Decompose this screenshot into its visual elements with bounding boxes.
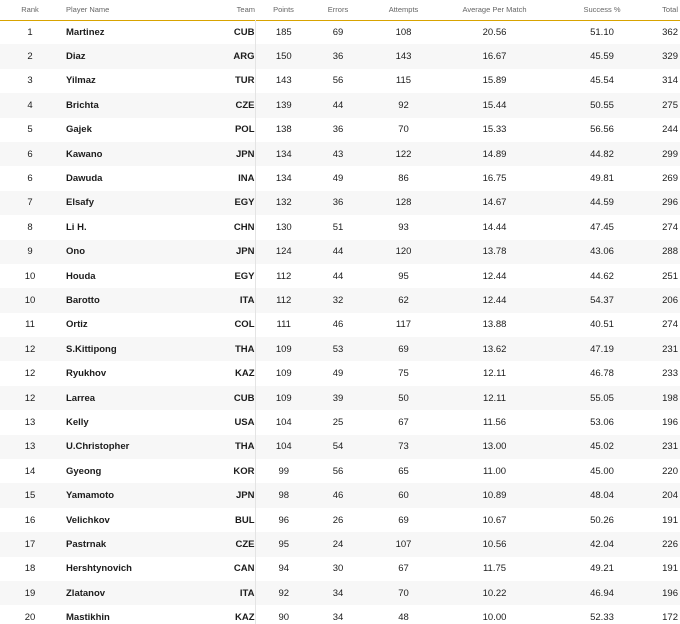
header-average-per-match[interactable]: Average Per Match xyxy=(462,5,527,15)
cell-total: 233 xyxy=(662,368,678,380)
cell-success-percent: 48.04 xyxy=(590,490,614,502)
cell-team: JPN xyxy=(236,148,255,160)
cell-player-name: Gajek xyxy=(66,124,92,136)
cell-rank: 7 xyxy=(27,197,33,209)
cell-average-per-match: 14.44 xyxy=(482,221,507,233)
cell-errors: 24 xyxy=(332,538,344,550)
table-row[interactable] xyxy=(0,557,680,581)
cell-player-name: Yilmaz xyxy=(66,75,96,87)
cell-total: 172 xyxy=(662,612,678,624)
cell-errors: 53 xyxy=(332,343,344,355)
cell-success-percent: 56.56 xyxy=(590,124,614,136)
cell-average-per-match: 12.11 xyxy=(482,392,507,404)
cell-errors: 32 xyxy=(332,294,344,306)
cell-team: CAN xyxy=(233,563,255,575)
cell-team: KOR xyxy=(233,465,255,477)
cell-errors: 46 xyxy=(332,319,344,331)
cell-total: 196 xyxy=(662,416,678,428)
cell-average-per-match: 11.75 xyxy=(482,563,507,575)
cell-points: 99 xyxy=(255,459,312,483)
cell-attempts: 117 xyxy=(395,319,412,331)
cell-team: CZE xyxy=(235,99,255,111)
cell-attempts: 67 xyxy=(398,563,409,575)
cell-attempts: 92 xyxy=(398,99,409,111)
cell-team: CZE xyxy=(235,538,255,550)
cell-team: BUL xyxy=(234,514,255,526)
cell-points: 109 xyxy=(255,386,312,410)
cell-total: 191 xyxy=(662,563,678,575)
cell-total: 274 xyxy=(662,221,678,233)
cell-rank: 12 xyxy=(24,368,36,380)
table-row[interactable] xyxy=(0,313,680,337)
cell-average-per-match: 12.44 xyxy=(482,294,507,306)
cell-success-percent: 47.45 xyxy=(590,221,614,233)
cell-player-name: Elsafy xyxy=(66,197,94,209)
cell-team: CUB xyxy=(233,26,255,38)
cell-points: 98 xyxy=(255,483,312,507)
cell-points: 139 xyxy=(255,93,312,117)
cell-player-name: U.Christopher xyxy=(66,441,130,453)
cell-player-name: Velichkov xyxy=(66,514,110,526)
cell-success-percent: 44.82 xyxy=(590,148,614,160)
cell-attempts: 120 xyxy=(395,246,412,258)
cell-rank: 9 xyxy=(27,246,33,258)
cell-player-name: Zlatanov xyxy=(66,587,106,599)
cell-total: 314 xyxy=(662,75,678,87)
cell-total: 296 xyxy=(662,197,678,209)
cell-rank: 14 xyxy=(24,465,36,477)
cell-rank: 11 xyxy=(25,319,35,331)
table-row[interactable] xyxy=(0,20,680,44)
cell-average-per-match: 15.44 xyxy=(482,99,507,111)
cell-errors: 43 xyxy=(332,148,344,160)
table-row[interactable] xyxy=(0,240,680,264)
cell-success-percent: 50.55 xyxy=(590,99,614,111)
cell-errors: 39 xyxy=(332,392,344,404)
cell-rank: 1 xyxy=(27,26,33,38)
cell-average-per-match: 15.89 xyxy=(482,75,507,87)
cell-average-per-match: 14.67 xyxy=(482,197,507,209)
cell-points: 109 xyxy=(255,361,312,385)
cell-team: USA xyxy=(234,416,255,428)
cell-rank: 12 xyxy=(24,392,36,404)
cell-average-per-match: 10.56 xyxy=(482,538,507,550)
cell-errors: 36 xyxy=(332,51,344,63)
cell-total: 269 xyxy=(662,173,678,185)
table-row[interactable] xyxy=(0,191,680,215)
cell-attempts: 73 xyxy=(398,441,409,453)
cell-team: JPN xyxy=(236,246,255,258)
header-points[interactable]: Points xyxy=(273,5,294,15)
cell-points: 94 xyxy=(255,557,312,581)
cell-player-name: Gyeong xyxy=(66,465,102,477)
cell-player-name: Larrea xyxy=(66,392,96,404)
cell-team: POL xyxy=(234,124,255,136)
cell-attempts: 75 xyxy=(398,368,409,380)
cell-team: CUB xyxy=(233,392,255,404)
cell-rank: 15 xyxy=(24,490,36,502)
cell-points: 92 xyxy=(255,581,312,605)
cell-errors: 36 xyxy=(332,197,344,209)
cell-average-per-match: 10.67 xyxy=(482,514,507,526)
cell-attempts: 67 xyxy=(398,416,409,428)
cell-success-percent: 50.26 xyxy=(590,514,614,526)
cell-player-name: Ryukhov xyxy=(66,368,107,380)
cell-player-name: Pastrnak xyxy=(66,538,107,550)
cell-rank: 3 xyxy=(27,75,33,87)
cell-attempts: 50 xyxy=(398,392,409,404)
cell-attempts: 107 xyxy=(395,538,412,550)
cell-player-name: Brichta xyxy=(66,99,99,111)
cell-success-percent: 45.59 xyxy=(590,51,614,63)
cell-team: JPN xyxy=(236,490,255,502)
header-errors[interactable]: Errors xyxy=(327,5,349,15)
cell-total: 274 xyxy=(662,319,678,331)
cell-errors: 69 xyxy=(332,26,344,38)
cell-points: 95 xyxy=(255,532,312,556)
cell-team: INA xyxy=(238,173,255,185)
cell-player-name: Martinez xyxy=(66,26,105,38)
cell-player-name: Li H. xyxy=(66,221,87,233)
cell-points: 150 xyxy=(255,44,312,68)
cell-average-per-match: 16.75 xyxy=(482,173,507,185)
cell-errors: 44 xyxy=(332,99,344,111)
cell-points: 112 xyxy=(255,288,312,312)
cell-player-name: Kelly xyxy=(66,416,89,428)
cell-total: 288 xyxy=(662,246,678,258)
cell-player-name: Houda xyxy=(66,270,96,282)
cell-average-per-match: 11.00 xyxy=(482,465,507,477)
cell-total: 191 xyxy=(662,514,678,526)
cell-success-percent: 49.21 xyxy=(590,563,614,575)
cell-attempts: 60 xyxy=(398,490,409,502)
table-row[interactable] xyxy=(0,166,680,190)
table-row[interactable] xyxy=(0,93,680,117)
cell-total: 251 xyxy=(662,270,678,282)
cell-player-name: Yamamoto xyxy=(66,490,115,502)
table-row[interactable] xyxy=(0,44,680,68)
cell-errors: 44 xyxy=(332,270,344,282)
cell-errors: 44 xyxy=(332,246,344,258)
cell-points: 104 xyxy=(255,410,312,434)
cell-rank: 6 xyxy=(27,173,33,185)
cell-errors: 46 xyxy=(332,490,344,502)
cell-player-name: Kawano xyxy=(66,148,103,160)
cell-rank: 20 xyxy=(24,612,36,624)
cell-team: COL xyxy=(234,319,255,331)
cell-player-name: Mastikhin xyxy=(66,612,110,624)
cell-total: 275 xyxy=(662,99,678,111)
cell-team: TUR xyxy=(234,75,255,87)
header-attempts[interactable]: Attempts xyxy=(388,5,419,15)
table-row[interactable] xyxy=(0,361,680,385)
cell-average-per-match: 10.89 xyxy=(482,490,507,502)
cell-total: 204 xyxy=(662,490,678,502)
cell-attempts: 108 xyxy=(395,26,412,38)
cell-total: 362 xyxy=(662,26,678,38)
cell-points: 124 xyxy=(255,240,312,264)
cell-total: 244 xyxy=(662,124,678,136)
cell-attempts: 48 xyxy=(398,612,409,624)
cell-team: KAZ xyxy=(234,368,255,380)
table-row[interactable] xyxy=(0,508,680,532)
cell-team: EGY xyxy=(234,197,255,209)
cell-points: 90 xyxy=(255,605,312,624)
cell-success-percent: 44.62 xyxy=(590,270,614,282)
cell-errors: 34 xyxy=(332,587,344,599)
cell-success-percent: 46.78 xyxy=(590,368,614,380)
cell-errors: 49 xyxy=(332,368,344,380)
cell-rank: 13 xyxy=(24,441,36,453)
cell-points: 185 xyxy=(255,20,312,44)
cell-team: ARG xyxy=(233,51,255,63)
cell-total: 226 xyxy=(662,538,678,550)
cell-points: 112 xyxy=(255,264,312,288)
cell-success-percent: 43.06 xyxy=(590,246,614,258)
table-row[interactable] xyxy=(0,581,680,605)
table-row[interactable] xyxy=(0,532,680,556)
cell-total: 231 xyxy=(662,441,678,453)
table-row[interactable] xyxy=(0,386,680,410)
cell-points: 104 xyxy=(255,435,312,459)
header-success-percent[interactable]: Success % xyxy=(583,5,621,15)
cell-average-per-match: 13.78 xyxy=(482,246,507,258)
cell-rank: 10 xyxy=(24,270,36,282)
cell-attempts: 70 xyxy=(398,587,409,599)
cell-average-per-match: 16.67 xyxy=(482,51,507,63)
cell-points: 134 xyxy=(255,142,312,166)
cell-player-name: Dawuda xyxy=(66,173,103,185)
cell-rank: 4 xyxy=(27,99,33,111)
header-team[interactable]: Team xyxy=(236,5,255,15)
cell-player-name: Diaz xyxy=(66,51,86,63)
table-row[interactable] xyxy=(0,69,680,93)
cell-average-per-match: 13.00 xyxy=(482,441,507,453)
cell-player-name: Hershtynovich xyxy=(66,563,132,575)
table-body xyxy=(0,20,680,624)
cell-success-percent: 46.94 xyxy=(590,587,614,599)
cell-errors: 30 xyxy=(332,563,344,575)
header-player-name[interactable]: Player Name xyxy=(66,5,110,15)
table-row[interactable] xyxy=(0,435,680,459)
cell-attempts: 122 xyxy=(395,148,412,160)
cell-success-percent: 47.19 xyxy=(590,343,614,355)
table-row[interactable] xyxy=(0,337,680,361)
cell-rank: 8 xyxy=(27,221,33,233)
table-row[interactable] xyxy=(0,118,680,142)
cell-player-name: Ortiz xyxy=(66,319,88,331)
cell-total: 299 xyxy=(662,148,678,160)
cell-attempts: 69 xyxy=(398,343,409,355)
table-row[interactable] xyxy=(0,264,680,288)
cell-attempts: 93 xyxy=(398,221,409,233)
cell-player-name: Ono xyxy=(66,246,85,258)
cell-success-percent: 51.10 xyxy=(590,26,614,38)
cell-total: 231 xyxy=(662,343,678,355)
cell-rank: 2 xyxy=(27,51,33,63)
cell-errors: 36 xyxy=(332,124,344,136)
cell-points: 134 xyxy=(255,166,312,190)
cell-team: THA xyxy=(234,441,255,453)
cell-rank: 5 xyxy=(27,124,33,136)
cell-rank: 16 xyxy=(24,514,36,526)
cell-points: 111 xyxy=(255,313,312,337)
cell-success-percent: 53.06 xyxy=(590,416,614,428)
cell-rank: 12 xyxy=(24,343,36,355)
cell-average-per-match: 10.22 xyxy=(482,587,507,599)
cell-points: 130 xyxy=(255,215,312,239)
cell-average-per-match: 13.88 xyxy=(482,319,507,331)
cell-team: KAZ xyxy=(234,612,255,624)
cell-team: EGY xyxy=(234,270,255,282)
header-total[interactable]: Total xyxy=(662,5,678,15)
cell-average-per-match: 13.62 xyxy=(482,343,507,355)
table-row[interactable] xyxy=(0,288,680,312)
cell-rank: 17 xyxy=(24,538,36,550)
cell-errors: 34 xyxy=(332,612,344,624)
cell-team: THA xyxy=(234,343,255,355)
cell-total: 206 xyxy=(662,294,678,306)
cell-success-percent: 45.00 xyxy=(590,465,614,477)
cell-player-name: S.Kittipong xyxy=(66,343,117,355)
cell-team: ITA xyxy=(239,587,255,599)
cell-team: CHN xyxy=(233,221,255,233)
cell-success-percent: 42.04 xyxy=(590,538,614,550)
cell-errors: 56 xyxy=(332,465,344,477)
cell-errors: 56 xyxy=(332,75,344,87)
cell-success-percent: 45.54 xyxy=(590,75,614,87)
cell-success-percent: 54.37 xyxy=(590,294,614,306)
cell-average-per-match: 14.89 xyxy=(482,148,507,160)
cell-success-percent: 49.81 xyxy=(590,173,614,185)
cell-points: 143 xyxy=(255,69,312,93)
cell-success-percent: 40.51 xyxy=(590,319,614,331)
cell-average-per-match: 20.56 xyxy=(482,26,507,38)
table-row[interactable] xyxy=(0,483,680,507)
table-row[interactable] xyxy=(0,605,680,624)
cell-team: ITA xyxy=(239,294,255,306)
table-row[interactable] xyxy=(0,410,680,434)
cell-success-percent: 55.05 xyxy=(590,392,614,404)
table-row[interactable] xyxy=(0,215,680,239)
cell-points: 109 xyxy=(255,337,312,361)
cell-success-percent: 44.59 xyxy=(590,197,614,209)
cell-attempts: 62 xyxy=(398,294,409,306)
cell-points: 138 xyxy=(255,118,312,142)
cell-errors: 49 xyxy=(332,173,344,185)
cell-attempts: 69 xyxy=(398,514,409,526)
cell-attempts: 86 xyxy=(398,173,409,185)
cell-average-per-match: 10.00 xyxy=(482,612,507,624)
cell-average-per-match: 12.11 xyxy=(482,368,507,380)
cell-attempts: 65 xyxy=(398,465,409,477)
cell-errors: 51 xyxy=(332,221,344,233)
table-row[interactable] xyxy=(0,142,680,166)
cell-total: 220 xyxy=(662,465,678,477)
cell-rank: 19 xyxy=(24,587,36,599)
cell-attempts: 128 xyxy=(395,197,412,209)
cell-attempts: 115 xyxy=(395,75,412,87)
cell-total: 329 xyxy=(662,51,678,63)
header-rank[interactable]: Rank xyxy=(21,5,39,15)
cell-rank: 6 xyxy=(27,148,33,160)
cell-errors: 25 xyxy=(332,416,344,428)
cell-success-percent: 52.33 xyxy=(590,612,614,624)
cell-attempts: 143 xyxy=(395,51,412,63)
cell-rank: 13 xyxy=(24,416,36,428)
cell-total: 198 xyxy=(662,392,678,404)
cell-total: 196 xyxy=(662,587,678,599)
cell-attempts: 70 xyxy=(398,124,409,136)
cell-average-per-match: 15.33 xyxy=(482,124,507,136)
cell-errors: 26 xyxy=(332,514,344,526)
cell-points: 132 xyxy=(255,191,312,215)
cell-success-percent: 45.02 xyxy=(590,441,614,453)
cell-errors: 54 xyxy=(332,441,344,453)
cell-points: 96 xyxy=(255,508,312,532)
cell-average-per-match: 11.56 xyxy=(482,416,507,428)
cell-player-name: Barotto xyxy=(66,294,100,306)
cell-attempts: 95 xyxy=(398,270,409,282)
table-row[interactable] xyxy=(0,459,680,483)
cell-rank: 18 xyxy=(24,563,36,575)
table-header-row xyxy=(0,0,680,20)
cell-average-per-match: 12.44 xyxy=(482,270,507,282)
cell-rank: 10 xyxy=(24,294,36,306)
